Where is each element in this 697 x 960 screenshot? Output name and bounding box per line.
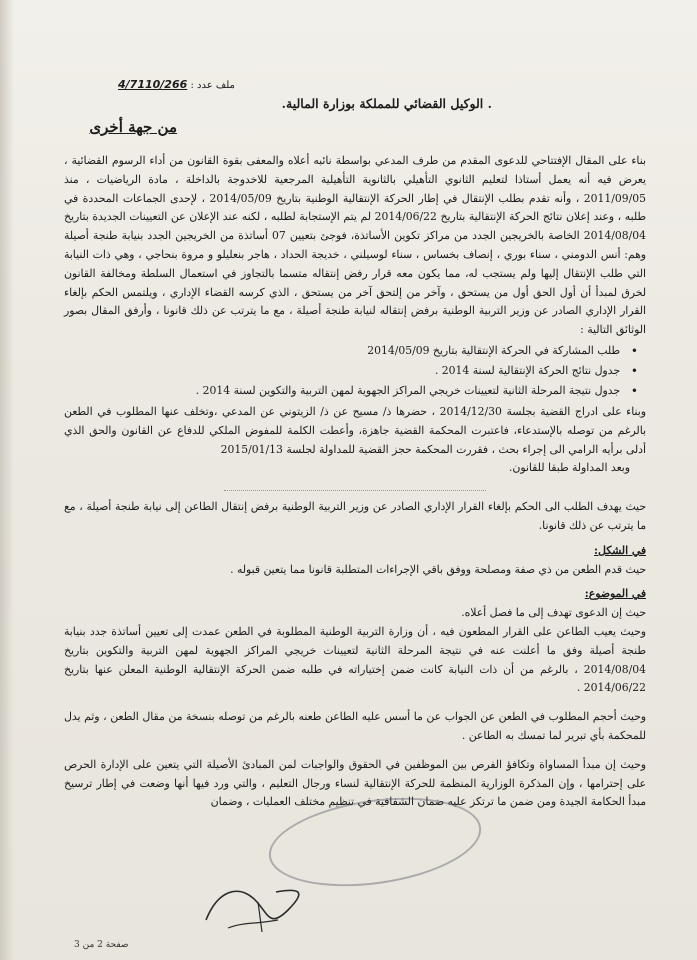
attachment-item: • طلب المشاركة في الحركة الإنتقالية بتاريخ 2014/05/09 xyxy=(64,341,620,361)
attachment-item: • جدول نتيجة المرحلة الثانية لتعيينات خريجي المراكز الجهوية لمهن التربية والتكوين لسنة 2014 . xyxy=(64,381,620,401)
recipient-line: . الوكيل القضائي للمملكة بوزارة المالية. xyxy=(281,96,492,111)
scan-edge xyxy=(0,0,14,960)
deliberation-paragraph: وبعد المداولة طبقا للقانون. xyxy=(508,461,630,475)
section-divider xyxy=(64,478,646,498)
file-number-line xyxy=(118,78,235,91)
file-number: 4/7110/266 xyxy=(118,78,188,91)
form-paragraph: حيث قدم الطعن من ذي صفة ومصلحة ووفق باقي الإجراءات المتطلبة قانونا مما يتعين قبوله . xyxy=(230,562,646,576)
document-body xyxy=(64,152,646,812)
reasons-paragraph-2: وحيث يعيب الطاعن على القرار المطعون فيه ، أن وزارة التربية الوطنية المطلوبة في الطعن عمدت إلى تعيين أساتذة جدد بنيابة طنجة أصيلة وفق ما أعلنت عنه في نتيجة المرحلة الثانية لتعيينات خريجي المراكز الجهوية لمهن التربية والتكوين بتاريخ 2014/08/04 ، بالرغم من أن ذات النيابة كانت ضمن إختياراته في طلبه ضمن الحركة الإنتقالية الوطنية المعلن عنها بتاريخ 2014/06/22 . xyxy=(64,624,646,695)
merits-paragraph: حيث إن الدعوى تهدف إلى ما فصل أعلاه. xyxy=(461,606,646,620)
hearing-paragraph: وبناء على ادراج القضية بجلسة 2014/12/30 ، حضرها ذ/ مسيح عن ذ/ الزيتوني عن المدعي ،وتخلف عنها المطلوب في الطعن بالرغم من توصله بالإستدعاء، فاعتبرت المحكمة القضية جاهزة، وأعطت الكلمة للمفوض الملكي للدفاع عن القانون والحق الذي أدلى برأيه الرامي الى إجراء بحث ، فقررت المحكمة حجز القضية للمداولة لجلسة 2015/01/13 xyxy=(64,404,647,456)
claim-paragraph: بناء على المقال الإفتتاحي للدعوى المقدم من طرف المدعي بواسطة نائبه أعلاه والمعفى بقوة القانون من أداء الرسوم القضائية ، يعرض فيه أنه يعمل أستاذا لتعليم الثانوي التأهيلي بالثانوية التأهيلية المرجعية للاخدوجة بالداخلة ، مادة الرياضيات ، منذ 2011/09/05 ، وأنه تقدم بطلب الإنتقال في إطار الحركة الإنتقالية الوطنية بتاريخ 2014/05/09 ، لإحدى الجماعات المحددة في طلبه ، وعند إعلان نتائج الحركة الإنتقالية بتاريخ 2014/06/22 لم يتم الإستجابة لطلبه ، لكنه عند الإعلان عن التعيينات الجديدة بتاريخ 2014/08/04 الخاصة بالخريجين الجدد من مراكز تكوين الأساتذة، فوجئ بتعيين 07 أساتذة من الخريجين الجدد بنيابة طنجة أصيلة وهم: أنس الدومني ، سناء بوري ، إنصاف بخساس ، سناء لوسيلني ، خديجة الحداد ، هاجر بنعليلو و مروة بنحاجي ، وهي ذات النيابة التي طلب الإنتقال إليها ولم يستجب له، مما يكون معه قرار رفض إنتقاله متسما بالتجاوز في استعمال السلطة ومخالفة القانون لخرق لمبدأ أن أول الحق أول من يستحق ، وآخر من إلتحق آخر من يستحق ، الذي كرسه القضاء الإداري ، ويلتمس الحكم بإلغاء القرار الإداري الصادر عن وزير التربية الوطنية برفض إنتقاله لنيابة طنجة أصيلة ، مع ما يترتب عن ذلك قانونا ، وأرفق المقال بصور الوثائق التالية : xyxy=(64,154,646,337)
attachment-item: • جدول نتائج الحركة الإنتقالية لسنة 2014 . xyxy=(64,361,620,381)
section-title: من جهة أخرى xyxy=(89,118,177,136)
reasons-paragraph-4: وحيث إن مبدأ المساواة وتكافؤ الفرص بين الموظفين في الحقوق والواجبات لمن المبادئ الأصيلة التي يتعين على الإدارة الحرص على إحترامها ، وإن المذكرة الوزارية المنظمة للحركة الإنتقالية لنساء ورجال التعليم ، والتي ورد فيها أنها وضعت في إطار ترسيخ مبدأ الحكامة الجيدة ومن ضمن ما ترتكز عليه ضمان الشفافية في تنظيم مختلف العمليات ، وضمان xyxy=(64,757,646,809)
form-heading: في الشكل: xyxy=(594,543,646,557)
reasons-paragraph-3: وحيث أحجم المطلوب في الطعن عن الجواب عن ما أسس عليه الطاعن طعنه بالرغم من توصله بنسخة من مقال الطعن ، وثم يدل للمحكمة بأي تبرير لما تمسك به الطاعن . xyxy=(64,710,646,742)
page-footer: صفحة 2 من 3 xyxy=(74,940,129,950)
attachments-list xyxy=(64,341,646,401)
reasons-paragraph-1: حيث يهدف الطلب الى الحكم بإلغاء القرار الإداري الصادر عن وزير التربية الوطنية برفض إنتقال الطاعن إلى نيابة طنجة أصيلة ، مع ما يترتب عن ذلك قانونا. xyxy=(64,500,646,532)
merits-heading: في الموضوع: xyxy=(584,587,646,601)
file-number-label: ملف عدد : xyxy=(190,80,235,91)
signature-mark xyxy=(198,880,308,940)
